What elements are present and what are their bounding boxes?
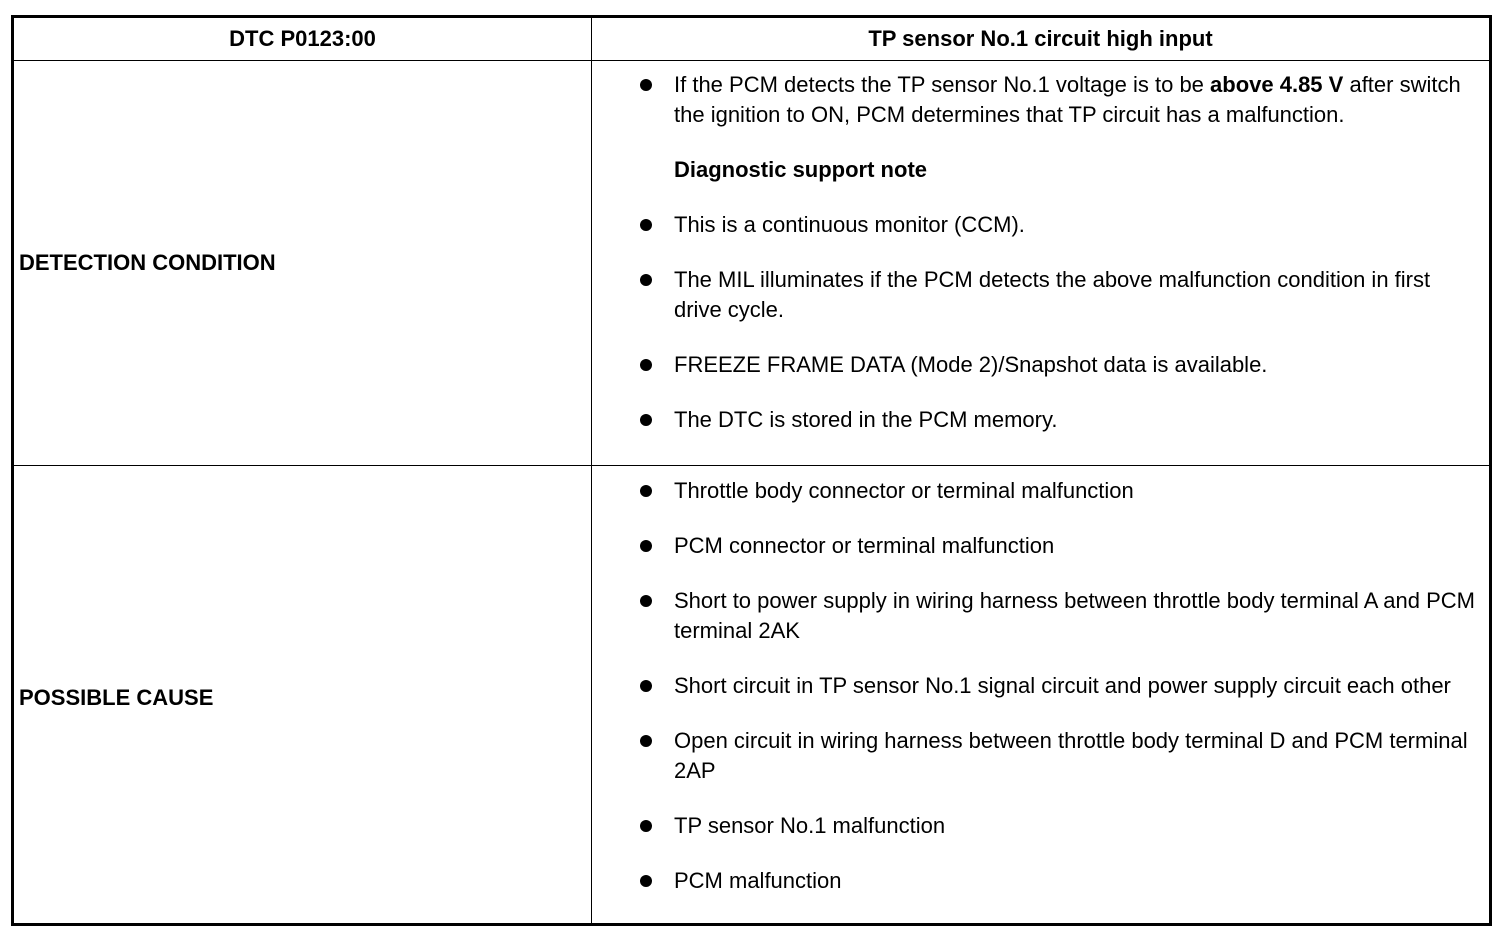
bullet-icon bbox=[640, 359, 652, 371]
detection-item-text-continued: after switch the ignition to ON, PCM determines that TP circuit has a malfunction. bbox=[674, 72, 1461, 127]
detection-item-text: If the PCM detects the TP sensor No.1 voltage is to be bbox=[674, 72, 1211, 97]
cause-item bbox=[592, 866, 1489, 896]
detection-condition-cell bbox=[592, 70, 1489, 435]
dtc-table bbox=[11, 15, 1492, 926]
dtc-title-header: TP sensor No.1 circuit high input bbox=[868, 26, 1213, 51]
bullet-icon bbox=[640, 79, 652, 91]
possible-cause-cell bbox=[592, 476, 1489, 896]
cause-item-text: Open circuit in wiring harness between throttle body terminal D and PCM terminal 2AP bbox=[674, 728, 1468, 783]
cause-item bbox=[592, 726, 1489, 786]
bullet-icon bbox=[640, 540, 652, 552]
cause-item bbox=[592, 476, 1489, 506]
row-divider bbox=[14, 465, 1489, 466]
header-divider bbox=[14, 60, 1489, 61]
detection-item bbox=[592, 210, 1489, 240]
detection-item-text: The DTC is stored in the PCM memory. bbox=[674, 407, 1058, 432]
cause-item bbox=[592, 811, 1489, 841]
cause-item-text: Throttle body connector or terminal malfunction bbox=[674, 478, 1134, 503]
detection-item-text: This is a continuous monitor (CCM). bbox=[674, 212, 1025, 237]
detection-item bbox=[592, 405, 1489, 435]
diagnostic-support-note-heading: Diagnostic support note bbox=[674, 157, 927, 182]
detection-item bbox=[592, 70, 1489, 130]
bullet-icon bbox=[640, 680, 652, 692]
cause-item-text: Short to power supply in wiring harness between throttle body terminal A and PCM terminal 2AK bbox=[674, 588, 1475, 643]
detection-item-text: FREEZE FRAME DATA (Mode 2)/Snapshot data is available. bbox=[674, 352, 1268, 377]
bullet-icon bbox=[640, 595, 652, 607]
cause-item-text: TP sensor No.1 malfunction bbox=[674, 813, 946, 838]
bullet-icon bbox=[640, 735, 652, 747]
dtc-code-header: DTC P0123:00 bbox=[229, 26, 376, 51]
bullet-icon bbox=[640, 875, 652, 887]
detection-condition-label: DETECTION CONDITION bbox=[19, 250, 276, 275]
cause-item bbox=[592, 586, 1489, 646]
bullet-icon bbox=[640, 274, 652, 286]
bullet-icon bbox=[640, 820, 652, 832]
cause-item-text: Short circuit in TP sensor No.1 signal circuit and power supply circuit each other bbox=[674, 673, 1451, 698]
cause-item-text: PCM malfunction bbox=[674, 868, 842, 893]
detection-item bbox=[592, 265, 1489, 325]
cause-item bbox=[592, 531, 1489, 561]
bullet-icon bbox=[640, 414, 652, 426]
voltage-threshold: above 4.85 V bbox=[1210, 72, 1344, 97]
bullet-icon bbox=[640, 219, 652, 231]
detection-item-text: The MIL illuminates if the PCM detects the above malfunction condition in first drive cycle. bbox=[674, 267, 1431, 322]
bullet-icon bbox=[640, 485, 652, 497]
cause-item-text: PCM connector or terminal malfunction bbox=[674, 533, 1055, 558]
detection-item bbox=[592, 350, 1489, 380]
cause-item bbox=[592, 671, 1489, 701]
possible-cause-label: POSSIBLE CAUSE bbox=[19, 685, 214, 710]
